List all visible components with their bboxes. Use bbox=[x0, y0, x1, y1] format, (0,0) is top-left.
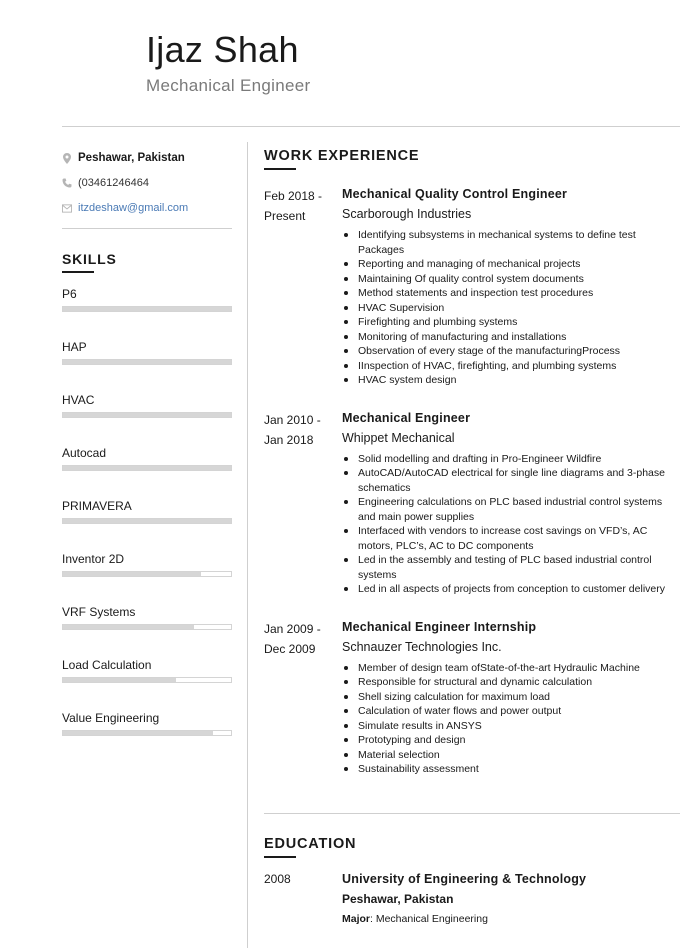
job-bullets bbox=[342, 452, 680, 597]
bullet-icon bbox=[344, 335, 348, 339]
list-item bbox=[342, 344, 680, 359]
job-details bbox=[342, 410, 680, 597]
bullet-icon bbox=[344, 291, 348, 295]
bullet-text: Simulate results in ANSYS bbox=[358, 719, 482, 732]
bullet-icon bbox=[344, 680, 348, 684]
skill-level-fill bbox=[63, 625, 194, 629]
job-date-start: Jan 2009 - bbox=[264, 621, 321, 636]
location-text: Peshawar, Pakistan bbox=[78, 152, 185, 164]
skill-item bbox=[62, 552, 234, 605]
skill-level-bar bbox=[62, 465, 232, 471]
list-item bbox=[342, 704, 680, 719]
job-bullets bbox=[342, 661, 680, 777]
skill-level-bar bbox=[62, 412, 232, 418]
skill-name: HVAC bbox=[62, 393, 95, 407]
work-heading: WORK EXPERIENCE bbox=[264, 148, 420, 164]
bullet-text: Reporting and managing of mechanical projects bbox=[358, 258, 581, 270]
education-section-header bbox=[264, 836, 356, 858]
job-dates bbox=[264, 619, 340, 659]
bullet-text: Identifying subsystems in mechanical systems to define test Packages bbox=[358, 229, 636, 256]
bullet-icon bbox=[344, 529, 348, 533]
job-company: Whippet Mechanical bbox=[342, 430, 455, 445]
skills-section-header bbox=[62, 251, 234, 273]
list-item bbox=[342, 733, 680, 748]
skill-level-bar bbox=[62, 518, 232, 524]
bullet-icon bbox=[344, 349, 348, 353]
contact-email bbox=[62, 200, 234, 216]
skill-name: HAP bbox=[62, 340, 87, 354]
job-date-start: Jan 2010 - bbox=[264, 412, 321, 427]
skill-level-fill bbox=[63, 678, 176, 682]
sidebar bbox=[62, 150, 234, 764]
skill-item bbox=[62, 393, 234, 446]
skill-name: Autocad bbox=[62, 446, 107, 460]
bullet-text: Firefighting and plumbing systems bbox=[358, 316, 518, 328]
column-divider bbox=[247, 142, 248, 948]
job-date-end: Present bbox=[264, 209, 306, 223]
bullet-text: AutoCAD/AutoCAD electrical for single line diagrams and 3-phase schematics bbox=[358, 467, 665, 494]
major-value: : Mechanical Engineering bbox=[370, 913, 488, 925]
bullet-text: HVAC system design bbox=[358, 374, 457, 386]
bullet-text: Calculation of water flows and power output bbox=[358, 705, 562, 717]
skill-item bbox=[62, 340, 234, 393]
job-date-end: Jan 2018 bbox=[264, 432, 314, 447]
list-item bbox=[342, 675, 680, 690]
bullet-text: Responsible for structural and dynamic calculation bbox=[358, 676, 593, 688]
education-major bbox=[342, 911, 680, 927]
education-entry bbox=[264, 870, 680, 927]
skill-item bbox=[62, 499, 234, 552]
skill-level-fill bbox=[63, 307, 231, 311]
bullet-text: Led in all aspects of projects from conception to customer delivery bbox=[358, 583, 665, 595]
skill-name: PRIMAVERA bbox=[62, 499, 132, 513]
list-item bbox=[342, 762, 680, 777]
job-entry bbox=[264, 619, 680, 777]
list-item bbox=[342, 582, 680, 597]
phone-text[interactable]: (03461246464 bbox=[78, 177, 149, 189]
skill-level-fill bbox=[63, 360, 231, 364]
list-item bbox=[342, 257, 680, 272]
skill-name: Load Calculation bbox=[62, 658, 152, 672]
job-details bbox=[342, 619, 680, 777]
job-dates bbox=[264, 186, 340, 226]
job-bullets bbox=[342, 228, 680, 388]
skill-level-bar bbox=[62, 571, 232, 577]
list-item bbox=[342, 330, 680, 345]
bullet-text: Engineering calculations on PLC based industrial control systems and main power supplies bbox=[358, 496, 663, 523]
job-title: Mechanical Engineer bbox=[146, 76, 311, 95]
skill-item bbox=[62, 446, 234, 499]
bullet-icon bbox=[344, 709, 348, 713]
bullet-text: Monitoring of manufacturing and installations bbox=[358, 330, 567, 343]
job-role: Mechanical Quality Control Engineer bbox=[342, 187, 568, 201]
bullet-text: Led in the assembly and testing of PLC based industrial control systems bbox=[358, 554, 652, 581]
skill-level-bar bbox=[62, 624, 232, 630]
education-heading: EDUCATION bbox=[264, 836, 357, 852]
job-company: Schnauzer Technologies Inc. bbox=[342, 639, 502, 654]
job-entry bbox=[264, 186, 680, 388]
job-dates bbox=[264, 410, 340, 450]
list-item bbox=[342, 301, 680, 316]
envelope-icon bbox=[62, 202, 72, 214]
list-item bbox=[342, 466, 680, 495]
bullet-icon bbox=[344, 277, 348, 281]
skill-item bbox=[62, 605, 234, 658]
email-link[interactable]: itzdeshaw@gmail.com bbox=[78, 202, 189, 214]
skill-name: VRF Systems bbox=[62, 605, 136, 619]
major-label: Major bbox=[342, 913, 371, 925]
work-heading-underline bbox=[264, 168, 296, 170]
list-item bbox=[342, 373, 680, 388]
education-divider bbox=[264, 813, 680, 814]
bullet-icon bbox=[344, 378, 348, 382]
bullet-icon bbox=[344, 500, 348, 504]
list-item bbox=[342, 495, 680, 524]
header-divider bbox=[62, 126, 680, 127]
bullet-icon bbox=[344, 262, 348, 266]
bullet-text: Method statements and inspection test procedures bbox=[358, 287, 594, 299]
list-item bbox=[342, 553, 680, 582]
main-content bbox=[264, 148, 680, 777]
bullet-icon bbox=[344, 587, 348, 591]
skill-level-fill bbox=[63, 413, 231, 417]
education-year: 2008 bbox=[264, 872, 291, 886]
bullet-text: HVAC Supervision bbox=[358, 301, 445, 314]
skills-list bbox=[62, 287, 234, 764]
bullet-icon bbox=[344, 767, 348, 771]
skills-heading: SKILLS bbox=[62, 251, 117, 267]
skill-level-bar bbox=[62, 306, 232, 312]
job-date-end: Dec 2009 bbox=[264, 641, 316, 656]
bullet-icon bbox=[344, 233, 348, 237]
bullet-text: Material selection bbox=[358, 748, 440, 761]
bullet-icon bbox=[344, 738, 348, 742]
list-item bbox=[342, 524, 680, 553]
location-pin-icon bbox=[62, 152, 72, 164]
skill-item bbox=[62, 711, 234, 764]
skill-level-bar bbox=[62, 730, 232, 736]
skill-item bbox=[62, 287, 234, 340]
phone-icon bbox=[62, 177, 72, 189]
education-details bbox=[342, 870, 680, 927]
bullet-icon bbox=[344, 666, 348, 670]
list-item bbox=[342, 228, 680, 257]
skill-level-bar bbox=[62, 359, 232, 365]
skill-item bbox=[62, 658, 234, 711]
bullet-text: Solid modelling and drafting in Pro-Engineer Wildfire bbox=[358, 452, 602, 465]
job-role: Mechanical Engineer bbox=[342, 410, 471, 425]
bullet-text: Observation of every stage of the manufacturingProcess bbox=[358, 345, 621, 357]
job-company: Scarborough Industries bbox=[342, 207, 472, 221]
bullet-text: Prototyping and design bbox=[358, 734, 466, 746]
bullet-icon bbox=[344, 364, 348, 368]
education-school: University of Engineering & Technology bbox=[342, 872, 587, 886]
list-item bbox=[342, 690, 680, 705]
bullet-icon bbox=[344, 471, 348, 475]
skill-level-fill bbox=[63, 466, 231, 470]
list-item bbox=[342, 452, 680, 467]
bullet-text: Member of design team ofState-of-the-art Hydraulic Machine bbox=[358, 661, 640, 674]
skill-name: Value Engineering bbox=[62, 711, 160, 725]
skill-name: Inventor 2D bbox=[62, 552, 125, 566]
skill-name: P6 bbox=[62, 287, 77, 301]
job-details bbox=[342, 186, 680, 388]
bullet-icon bbox=[344, 558, 348, 562]
bullet-icon bbox=[344, 753, 348, 757]
bullet-icon bbox=[344, 724, 348, 728]
list-item bbox=[342, 315, 680, 330]
bullet-icon bbox=[344, 457, 348, 461]
person-name: Ijaz Shah bbox=[146, 29, 299, 70]
contact-location bbox=[62, 150, 234, 166]
resume-header bbox=[146, 30, 310, 96]
list-item bbox=[342, 719, 680, 734]
list-item bbox=[342, 748, 680, 763]
bullet-icon bbox=[344, 320, 348, 324]
bullet-text: Sustainability assessment bbox=[358, 763, 479, 775]
list-item bbox=[342, 272, 680, 287]
skills-heading-underline bbox=[62, 271, 94, 273]
job-entry bbox=[264, 410, 680, 597]
list-item bbox=[342, 359, 680, 374]
bullet-text: Maintaining Of quality control system documents bbox=[358, 272, 584, 285]
bullet-text: Interfaced with vendors to increase cost savings on VFD’s, AC motors, PLC’s, AC to DC components bbox=[358, 525, 648, 552]
bullet-text: IInspection of HVAC, firefighting, and plumbing systems bbox=[358, 359, 617, 372]
job-date-start: Feb 2018 - bbox=[264, 189, 323, 203]
skill-level-bar bbox=[62, 677, 232, 683]
bullet-text: Shell sizing calculation for maximum load bbox=[358, 690, 550, 703]
bullet-icon bbox=[344, 306, 348, 310]
work-section-header bbox=[264, 148, 680, 170]
job-role: Mechanical Engineer Internship bbox=[342, 619, 537, 634]
contact-phone bbox=[62, 175, 234, 191]
education-heading-underline bbox=[264, 856, 296, 858]
list-item bbox=[342, 661, 680, 676]
list-item bbox=[342, 286, 680, 301]
skill-level-fill bbox=[63, 519, 231, 523]
skill-level-fill bbox=[63, 731, 213, 735]
bullet-icon bbox=[344, 695, 348, 699]
education-location: Peshawar, Pakistan bbox=[342, 892, 454, 906]
contact-divider bbox=[62, 228, 232, 229]
skill-level-fill bbox=[63, 572, 201, 576]
